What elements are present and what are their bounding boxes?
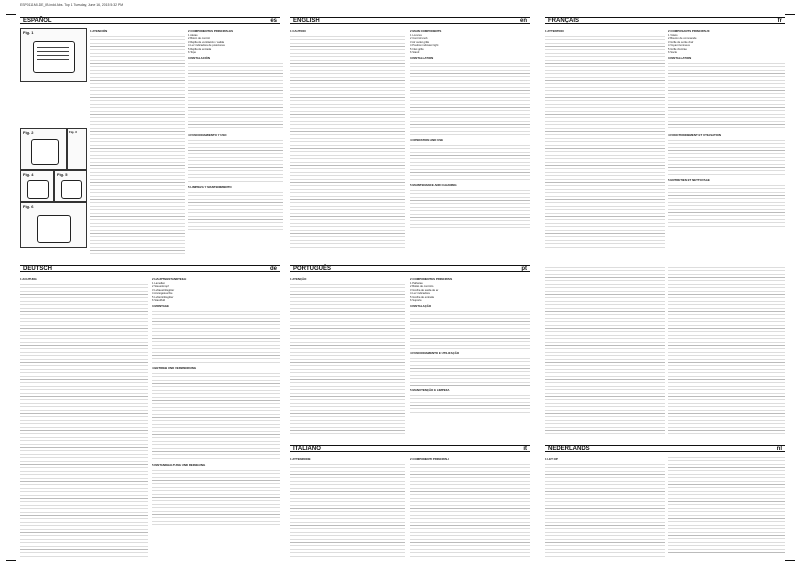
body-text-block [410, 462, 530, 557]
section-tag-de: de [269, 266, 277, 272]
component-item: 1 Louvres [410, 34, 422, 37]
de-heading-5: 5 INSTANDHALTUNG UND REINIGUNG [152, 463, 206, 468]
pt-column-1 [290, 275, 405, 440]
body-text-block [20, 282, 148, 557]
section-tag-nl: nl [776, 446, 782, 452]
component-item: 2 Botão de controlo [410, 285, 434, 289]
component-item: 5 Grille d'entrée [668, 47, 687, 51]
component-item: 1 Volets [668, 34, 678, 37]
en-column-1 [290, 27, 405, 255]
en-heading-3: 3 INSTALLATION [410, 56, 434, 61]
en-column-2 [410, 27, 530, 255]
body-text-block [188, 61, 283, 131]
body-text-block [668, 455, 785, 555]
body-text-block [545, 265, 665, 435]
section-tag-en: en [519, 18, 527, 24]
body-text-block [90, 34, 185, 254]
pt-continuation-column [545, 265, 665, 440]
pt-heading-5: 5 MANUTENÇÃO E LIMPEZA [410, 388, 450, 393]
fr-column-2 [668, 27, 785, 255]
figure-label: Fig. 3 [69, 130, 77, 134]
body-text-block [545, 462, 665, 557]
section-title-de: DEUTSCH [23, 266, 53, 272]
heater-illustration [27, 180, 49, 199]
component-item: 4 Position indicator light [410, 44, 439, 48]
fr-heading-3: 3 INSTALLATION [668, 56, 692, 61]
component-item: 1 Aletas [188, 34, 198, 37]
nl-heading-1: 1 LET OP [545, 457, 558, 461]
component-item: 1 Lamellen [152, 282, 166, 285]
component-item: 6 Suporte [410, 299, 422, 303]
component-item: 4 Luz indicadora [410, 292, 430, 296]
component-item: 3 Air outlet grille [410, 40, 430, 44]
section-bar-pt [290, 265, 530, 272]
component-item: 3 Grelha de saída de ar [410, 288, 439, 292]
de-heading-4: 4 BETRIEB UND VERWENDUNG [152, 366, 197, 371]
figure-1 [20, 28, 87, 82]
component-item: 5 Rejilla de entrada [188, 47, 212, 51]
es-column-1 [90, 27, 185, 255]
de-column-2 [152, 275, 280, 560]
component-item: 4 Voyant lumineux [668, 44, 690, 48]
figure-6 [20, 202, 87, 248]
body-text-block [188, 138, 283, 183]
component-item: 5 Lufteintrittsgitter [152, 295, 174, 299]
pt-heading-3: 3 INSTALAÇÃO [410, 304, 432, 309]
component-item: 5 Inlet grille [410, 47, 424, 51]
section-bar-es [20, 17, 280, 24]
body-text-block [290, 462, 405, 557]
body-text-block [410, 61, 530, 136]
component-item: 2 Control knob [410, 37, 428, 41]
it-column-2 [410, 455, 530, 560]
pt-heading-2: 2 COMPONENTES PRINCIPAIS [410, 277, 453, 281]
section-title-nl: NEDERLANDS [548, 446, 590, 452]
de-heading-1: 1 ACHTUNG [20, 277, 37, 281]
section-tag-fr: fr [777, 18, 782, 24]
section-bar-de [20, 265, 280, 272]
de-heading-2: 2 HAUPTBESTANDTEILE [152, 277, 187, 281]
de-column-1 [20, 275, 148, 560]
component-item: 3 Rejilla de ventilación / salida [188, 40, 225, 44]
it-heading-1: 1 ATTENZIONE [290, 457, 311, 461]
body-text-block [410, 356, 530, 386]
section-bar-it [290, 445, 530, 452]
crop-mark [785, 14, 795, 15]
body-text-block [410, 393, 530, 413]
body-text-block [152, 309, 280, 364]
section-title-fr: FRANÇAIS [548, 18, 579, 24]
es-heading-2: 2 COMPONENTES PRINCIPALES [188, 29, 234, 33]
en-heading-1: 1 CAUTION [290, 29, 306, 33]
component-item: 6 Tope [188, 51, 197, 55]
fr-heading-5: 5 ENTRETIEN ET NETTOYAGE [668, 178, 710, 183]
fr-heading-4: 4 FONCTIONNEMENT ET UTILISATION [668, 133, 721, 138]
body-text-block [668, 61, 785, 131]
nl-column-2 [668, 455, 785, 560]
section-title-it: ITALIANO [293, 446, 321, 452]
heater-illustration [33, 41, 75, 73]
component-item: 4 Anzeigeleuchte [152, 292, 173, 296]
fr-heading-1: 1 ATTENTION [545, 29, 564, 33]
figure-label: Fig. 2 [23, 130, 34, 135]
crop-mark [6, 560, 16, 561]
pt-column-2 [410, 275, 530, 440]
section-title-es: ESPAÑOL [23, 18, 52, 24]
de-heading-3: 3 MONTAGE [152, 304, 169, 309]
body-text-block [290, 282, 405, 437]
en-heading-4: 4 OPERATION AND USE [410, 138, 444, 143]
body-text-block [188, 190, 283, 230]
es-column-2 [188, 27, 283, 255]
section-tag-es: es [270, 18, 277, 24]
crop-mark [6, 14, 16, 15]
component-item: 2 Bouton de commande [668, 37, 697, 41]
it-continuation-column [668, 265, 785, 440]
body-text-block [410, 143, 530, 181]
figure-4 [20, 170, 54, 202]
section-bar-nl [545, 445, 785, 452]
body-text-block [668, 265, 785, 435]
body-text-block [410, 188, 530, 228]
body-text-block [152, 371, 280, 461]
body-text-block [290, 34, 405, 249]
pt-heading-1: 1 ATENÇÃO [290, 277, 307, 281]
component-item: 4 Luz indicadora de posiciones [188, 44, 225, 48]
body-text-block [668, 138, 785, 176]
heater-illustration [31, 139, 59, 165]
fr-heading-2: 2 COMPOSANTS PRINCIPAUX [668, 29, 710, 33]
es-heading-5: 5 LIMPIEZA Y MANTENIMIENTO [188, 185, 232, 190]
component-item: 3 Grille de sortie d'air [668, 40, 694, 44]
section-tag-pt: pt [521, 266, 527, 272]
section-title-en: ENGLISH [293, 18, 320, 24]
figure-label: Fig. 4 [23, 172, 34, 177]
component-item: 2 Botón de control [188, 37, 210, 41]
heater-illustration [61, 180, 82, 199]
es-heading-3: 3 INSTALACIÓN [188, 56, 210, 61]
heater-illustration [37, 215, 71, 243]
component-item: 6 Stand [410, 51, 420, 55]
component-item: 6 Standfuß [152, 299, 166, 303]
figure-label: Fig. 5 [57, 172, 68, 177]
figure-label: Fig. 1 [23, 30, 34, 35]
en-heading-5: 5 MAINTENANCE AND CLEANING [410, 183, 457, 188]
es-heading-1: 1 ATENCIÓN [90, 29, 108, 33]
figure-5 [54, 170, 87, 202]
component-item: 1 Palhetas [410, 282, 423, 285]
en-heading-2: 2 MAIN COMPONENTS [410, 29, 442, 33]
component-item: 5 Grelha de entrada [410, 295, 434, 299]
it-heading-2: 2 COMPONENTI PRINCIPALI [410, 457, 449, 461]
section-bar-en [290, 17, 530, 24]
section-tag-it: it [523, 446, 527, 452]
body-text-block [545, 34, 665, 249]
section-title-pt: PORTUGUÊS [293, 266, 332, 272]
crop-mark [785, 560, 795, 561]
body-text-block [410, 309, 530, 349]
file-header: ESP0111MI-DE_IB.indd Abs. Top 1 Tuesday, June 16, 2015 5:32 PM [20, 3, 124, 7]
es-heading-4: 4 FUNCIONAMIENTO Y USO [188, 133, 227, 138]
it-column-1 [290, 455, 405, 560]
fr-column-1 [545, 27, 665, 255]
body-text-block [668, 183, 785, 228]
figure-label: Fig. 6 [23, 204, 34, 209]
body-text-block [152, 468, 280, 528]
figure-2 [20, 128, 67, 170]
component-item: 6 Socle [668, 51, 677, 55]
pt-heading-4: 4 FUNCIONAMENTO E UTILIZAÇÃO [410, 351, 460, 356]
nl-column-1 [545, 455, 665, 560]
figure-3 [67, 128, 87, 170]
section-bar-fr [545, 17, 785, 24]
component-item: 3 Luftaustrittsgitter [152, 288, 175, 292]
component-item: 2 Steuerknopf [152, 285, 169, 289]
